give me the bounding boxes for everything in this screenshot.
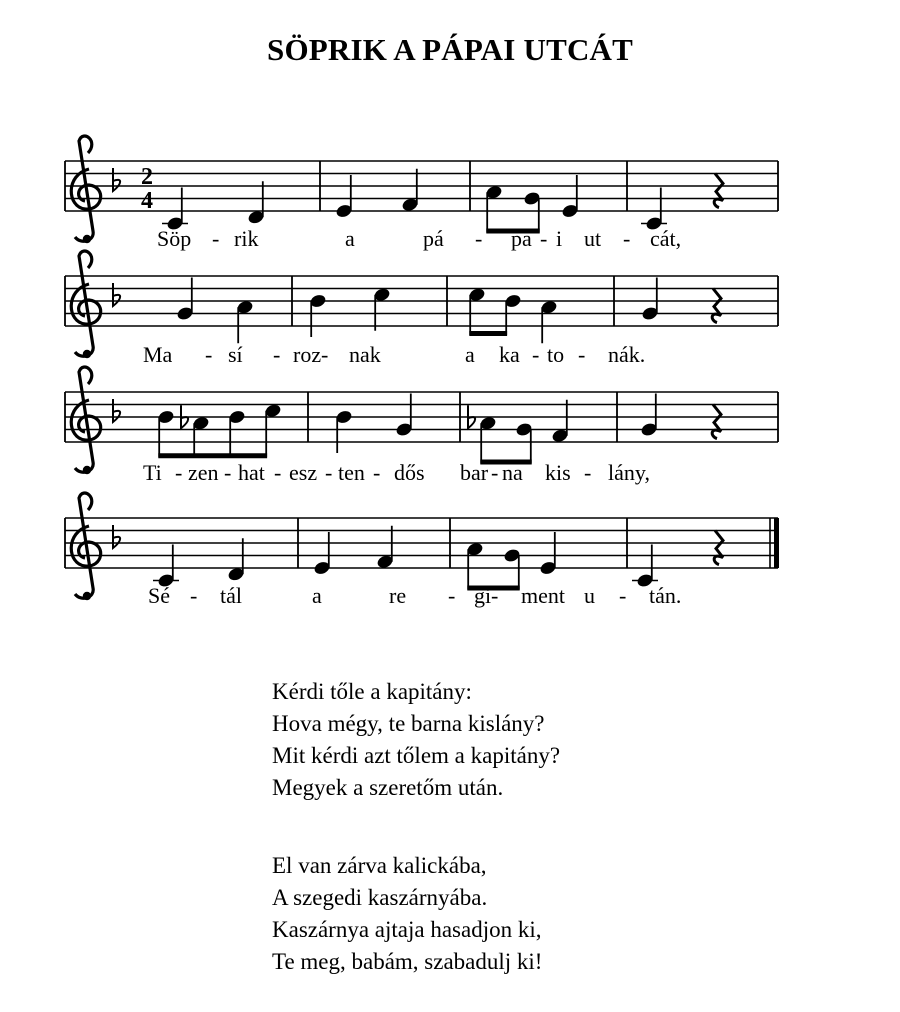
lyric-syllable: nák.: [608, 342, 646, 367]
stanza-2-line-1: El van zárva kalickába,: [272, 853, 487, 878]
treble-clef-icon: [71, 251, 100, 356]
lyric-syllable: sí: [228, 342, 243, 367]
lyric-syllable: -: [540, 226, 548, 251]
stanza-1-line-3: Mit kérdi azt tőlem a kapitány?: [272, 743, 561, 768]
time-signature-top: 2: [141, 164, 153, 190]
stanza-2: [272, 850, 542, 978]
lyric-syllable: a: [312, 583, 322, 608]
lyric-syllable: -: [321, 342, 329, 367]
lyric-syllable: ka: [499, 342, 520, 367]
lyric-syllable: a: [345, 226, 355, 251]
lyric-syllable: ut: [584, 226, 602, 251]
time-signature-bottom: 4: [141, 188, 153, 214]
lyric-syllable: -: [205, 342, 213, 367]
stanza-2-line-4: Te meg, babám, szabadulj ki!: [272, 949, 543, 974]
lyric-syllable: -: [619, 583, 627, 608]
lyric-syllable: -: [491, 583, 499, 608]
stanza-1-line-4: Megyek a szeretőm után.: [272, 775, 504, 800]
lyric-syllable: ten: [338, 460, 365, 485]
lyric-syllable: zen: [188, 460, 219, 485]
lyric-syllable: Sé: [148, 583, 170, 608]
stanza-1: [272, 676, 560, 804]
lyric-syllable: lány,: [608, 460, 650, 485]
lyric-syllable: -: [175, 460, 183, 485]
lyric-syllable: tál: [220, 583, 242, 608]
quarter-rest: [712, 289, 721, 323]
lyric-syllable: -: [274, 460, 282, 485]
lyric-syllable: gi: [474, 583, 492, 608]
lyric-syllable: -: [373, 460, 381, 485]
staff-system-3: [65, 367, 778, 485]
treble-clef-icon: [71, 493, 100, 598]
lyric-syllable: pa: [511, 226, 532, 251]
lyric-syllable: kis: [545, 460, 571, 485]
lyric-syllable: hat: [238, 460, 265, 485]
lyric-syllable: nak: [349, 342, 381, 367]
quarter-rest: [712, 405, 721, 439]
lyric-syllable: roz: [293, 342, 322, 367]
stanza-1-line-1: Kérdi tőle a kapitány:: [272, 679, 472, 704]
lyric-syllable: -: [448, 583, 456, 608]
lyric-syllable: -: [623, 226, 631, 251]
lyric-syllable: cát,: [650, 226, 682, 251]
staff-system-4: [65, 493, 779, 608]
lyric-syllable: ment: [521, 583, 565, 608]
lyric-syllable: re: [389, 583, 407, 608]
quarter-rest: [714, 531, 723, 565]
lyric-syllable: dős: [394, 460, 425, 485]
quarter-rest: [714, 174, 723, 208]
lyric-syllable: a: [465, 342, 475, 367]
treble-clef-icon: [71, 136, 100, 241]
treble-clef-icon: [71, 367, 100, 472]
key-signature-flat-icon: [113, 168, 120, 191]
lyric-syllable: u: [584, 583, 595, 608]
lyric-syllable: -: [578, 342, 586, 367]
lyric-syllable: esz: [289, 460, 318, 485]
lyric-syllable: -: [212, 226, 220, 251]
final-barline-thick: [774, 518, 779, 568]
lyric-syllable: -: [273, 342, 281, 367]
lyric-syllable: to: [547, 342, 565, 367]
eighth-beam: [158, 453, 267, 458]
lyric-syllable: Ti: [143, 460, 162, 485]
lyric-syllable: -: [491, 460, 499, 485]
lyric-syllable: -: [224, 460, 232, 485]
lyric-syllable: -: [190, 583, 198, 608]
stanza-2-line-2: A szegedi kaszárnyába.: [272, 885, 488, 910]
staff-system-1: [65, 136, 778, 251]
lyric-syllable: na: [502, 460, 523, 485]
key-signature-flat-icon: [113, 283, 120, 306]
treble-clef-tail: [83, 235, 91, 243]
staff-system-2: [65, 251, 778, 367]
eighth-beam: [469, 331, 507, 336]
lyric-syllable: pá: [423, 226, 444, 251]
treble-clef-tail: [83, 466, 91, 474]
key-signature-flat-icon: [113, 399, 120, 422]
lyric-syllable: rik: [234, 226, 259, 251]
lyric-syllable: -: [584, 460, 592, 485]
lyric-syllable: -: [475, 226, 483, 251]
treble-clef-tail: [83, 592, 91, 600]
treble-clef-tail: [83, 350, 91, 358]
lyric-syllable: tán.: [649, 583, 682, 608]
lyric-syllable: bar: [460, 460, 489, 485]
lyric-syllable: -: [325, 460, 333, 485]
key-signature-flat-icon: [113, 525, 120, 548]
song-title: SÖPRIK A PÁPAI UTCÁT: [267, 32, 633, 67]
lyric-syllable: i: [556, 226, 563, 251]
lyric-syllable: Söp: [157, 226, 192, 251]
stanza-1-line-2: Hova mégy, te barna kislány?: [272, 711, 545, 736]
lyric-syllable: Ma: [143, 342, 173, 367]
stanza-2-line-3: Kaszárnya ajtaja hasadjon ki,: [272, 917, 542, 942]
lyric-syllable: -: [532, 342, 540, 367]
